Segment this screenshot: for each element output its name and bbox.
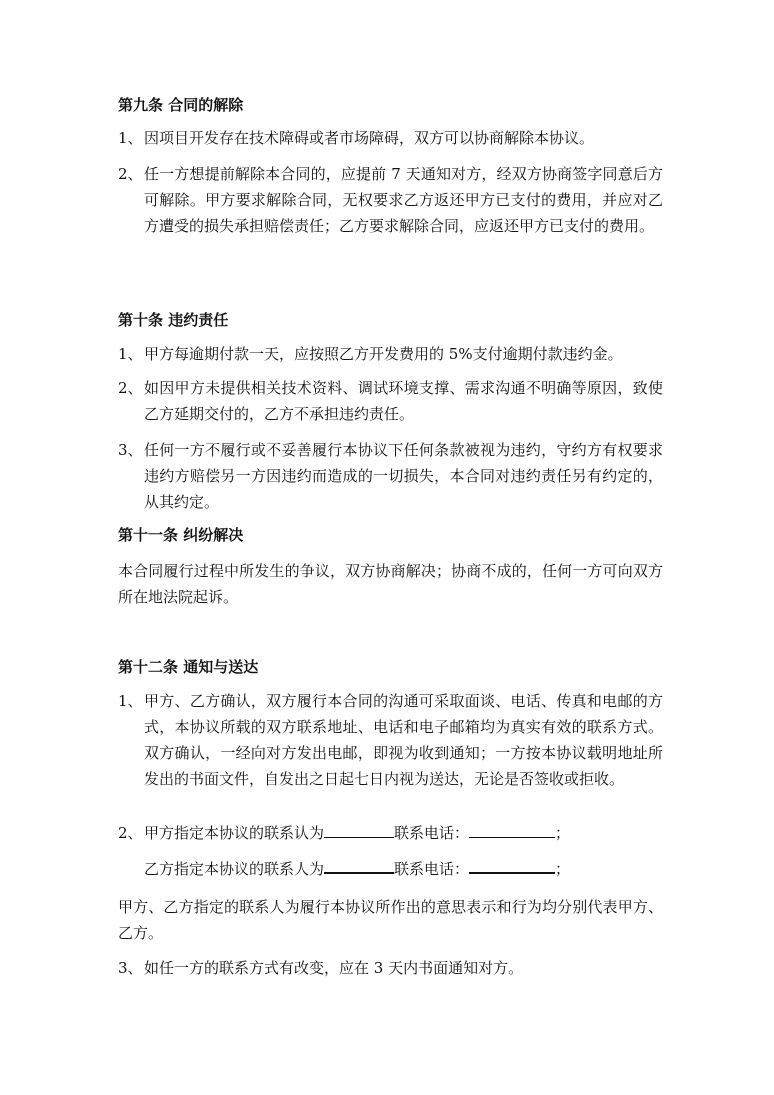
section-10-item-1: [118, 341, 663, 367]
section-12-item-3: [118, 955, 663, 981]
item-number: 2、: [118, 379, 143, 397]
party-b-phone-label: 联系电话：: [394, 860, 470, 878]
party-a-line-end: ；: [555, 824, 571, 842]
section-9-item-2: [118, 161, 663, 239]
item-text: 甲方每逾期付款一天，应按照乙方开发费用的 5%支付逾期付款违约金。: [144, 345, 623, 363]
item-number: 1、: [118, 345, 143, 363]
section-12-note: 甲方、乙方指定的联系人为履行本协议所作出的意思表示和行为均分别代表甲方、乙方。: [118, 898, 663, 942]
section-9-item-1: [118, 125, 663, 151]
section-11-title: 第十一条 纠纷解决: [118, 526, 244, 544]
party-a-phone-label: 联系电话：: [394, 824, 470, 842]
section-11-text: 本合同履行过程中所发生的争议，双方协商解决；协商不成的，任何一方可向双方所在地法院起诉。: [118, 562, 663, 606]
party-a-contact-line: [118, 820, 570, 846]
section-10-item-2: [118, 375, 663, 427]
party-b-contact-line: [144, 856, 570, 882]
party-b-line-end: ；: [555, 860, 571, 878]
section-10-title: 第十条 违约责任: [118, 311, 229, 329]
party-b-contact-label: 乙方指定本协议的联系人为: [144, 860, 325, 878]
item-text: 任何一方不履行或不妥善履行本协议下任何条款被视为违约，守约方有权要求违约方赔偿另一方因违约而造成的一切损失，本合同对违约责任另有约定的，从其约定。: [144, 441, 663, 511]
section-9-title: 第九条 合同的解除: [118, 96, 244, 114]
item-number: 2、: [118, 824, 143, 842]
section-12-title: 第十二条 通知与送达: [118, 658, 259, 676]
party-b-contact-blank: [324, 858, 394, 874]
party-a-phone-blank: [469, 823, 555, 838]
item-number: 3、: [118, 441, 143, 459]
item-text: 如因甲方未提供相关技术资料、调试环境支撑、需求沟通不明确等原因，致使乙方延期交付的，乙方不承担违约责任。: [144, 379, 663, 423]
item-number: 3、: [118, 959, 143, 977]
item-text: 甲方、乙方确认，双方履行本合同的沟通可采取面谈、电话、传真和电邮的方式，本协议所载的双方联系地址、电话和电子邮箱均为真实有效的联系方式。双方确认，一经向对方发出电邮，即视为收到通知；一方按本协议载明地址所发出的书面文件，自发出之日起七日内视为送达，无论是否签收或拒收。: [144, 692, 663, 788]
item-number: 2、: [118, 165, 143, 183]
item-number: 1、: [118, 129, 143, 147]
section-10-item-3: [118, 437, 663, 515]
party-b-phone-blank: [469, 858, 555, 874]
item-text: 如任一方的联系方式有改变，应在 3 天内书面通知对方。: [144, 959, 524, 977]
item-text: 因项目开发存在技术障碍或者市场障碍，双方可以协商解除本协议。: [144, 129, 595, 147]
section-12-item-1: [118, 688, 663, 792]
item-number: 1、: [118, 692, 143, 710]
item-text: 任一方想提前解除本合同的，应提前 7 天通知对方，经双方协商签字同意后方可解除。甲方要求解除合同，无权要求乙方返还甲方已支付的费用，并应对乙方遭受的损失承担赔偿责任；乙方要求解除合同，应返还甲方已支付的费用。: [144, 165, 663, 235]
party-a-contact-label: 甲方指定本协议的联系认为: [144, 824, 325, 842]
party-a-contact-blank: [324, 823, 394, 838]
